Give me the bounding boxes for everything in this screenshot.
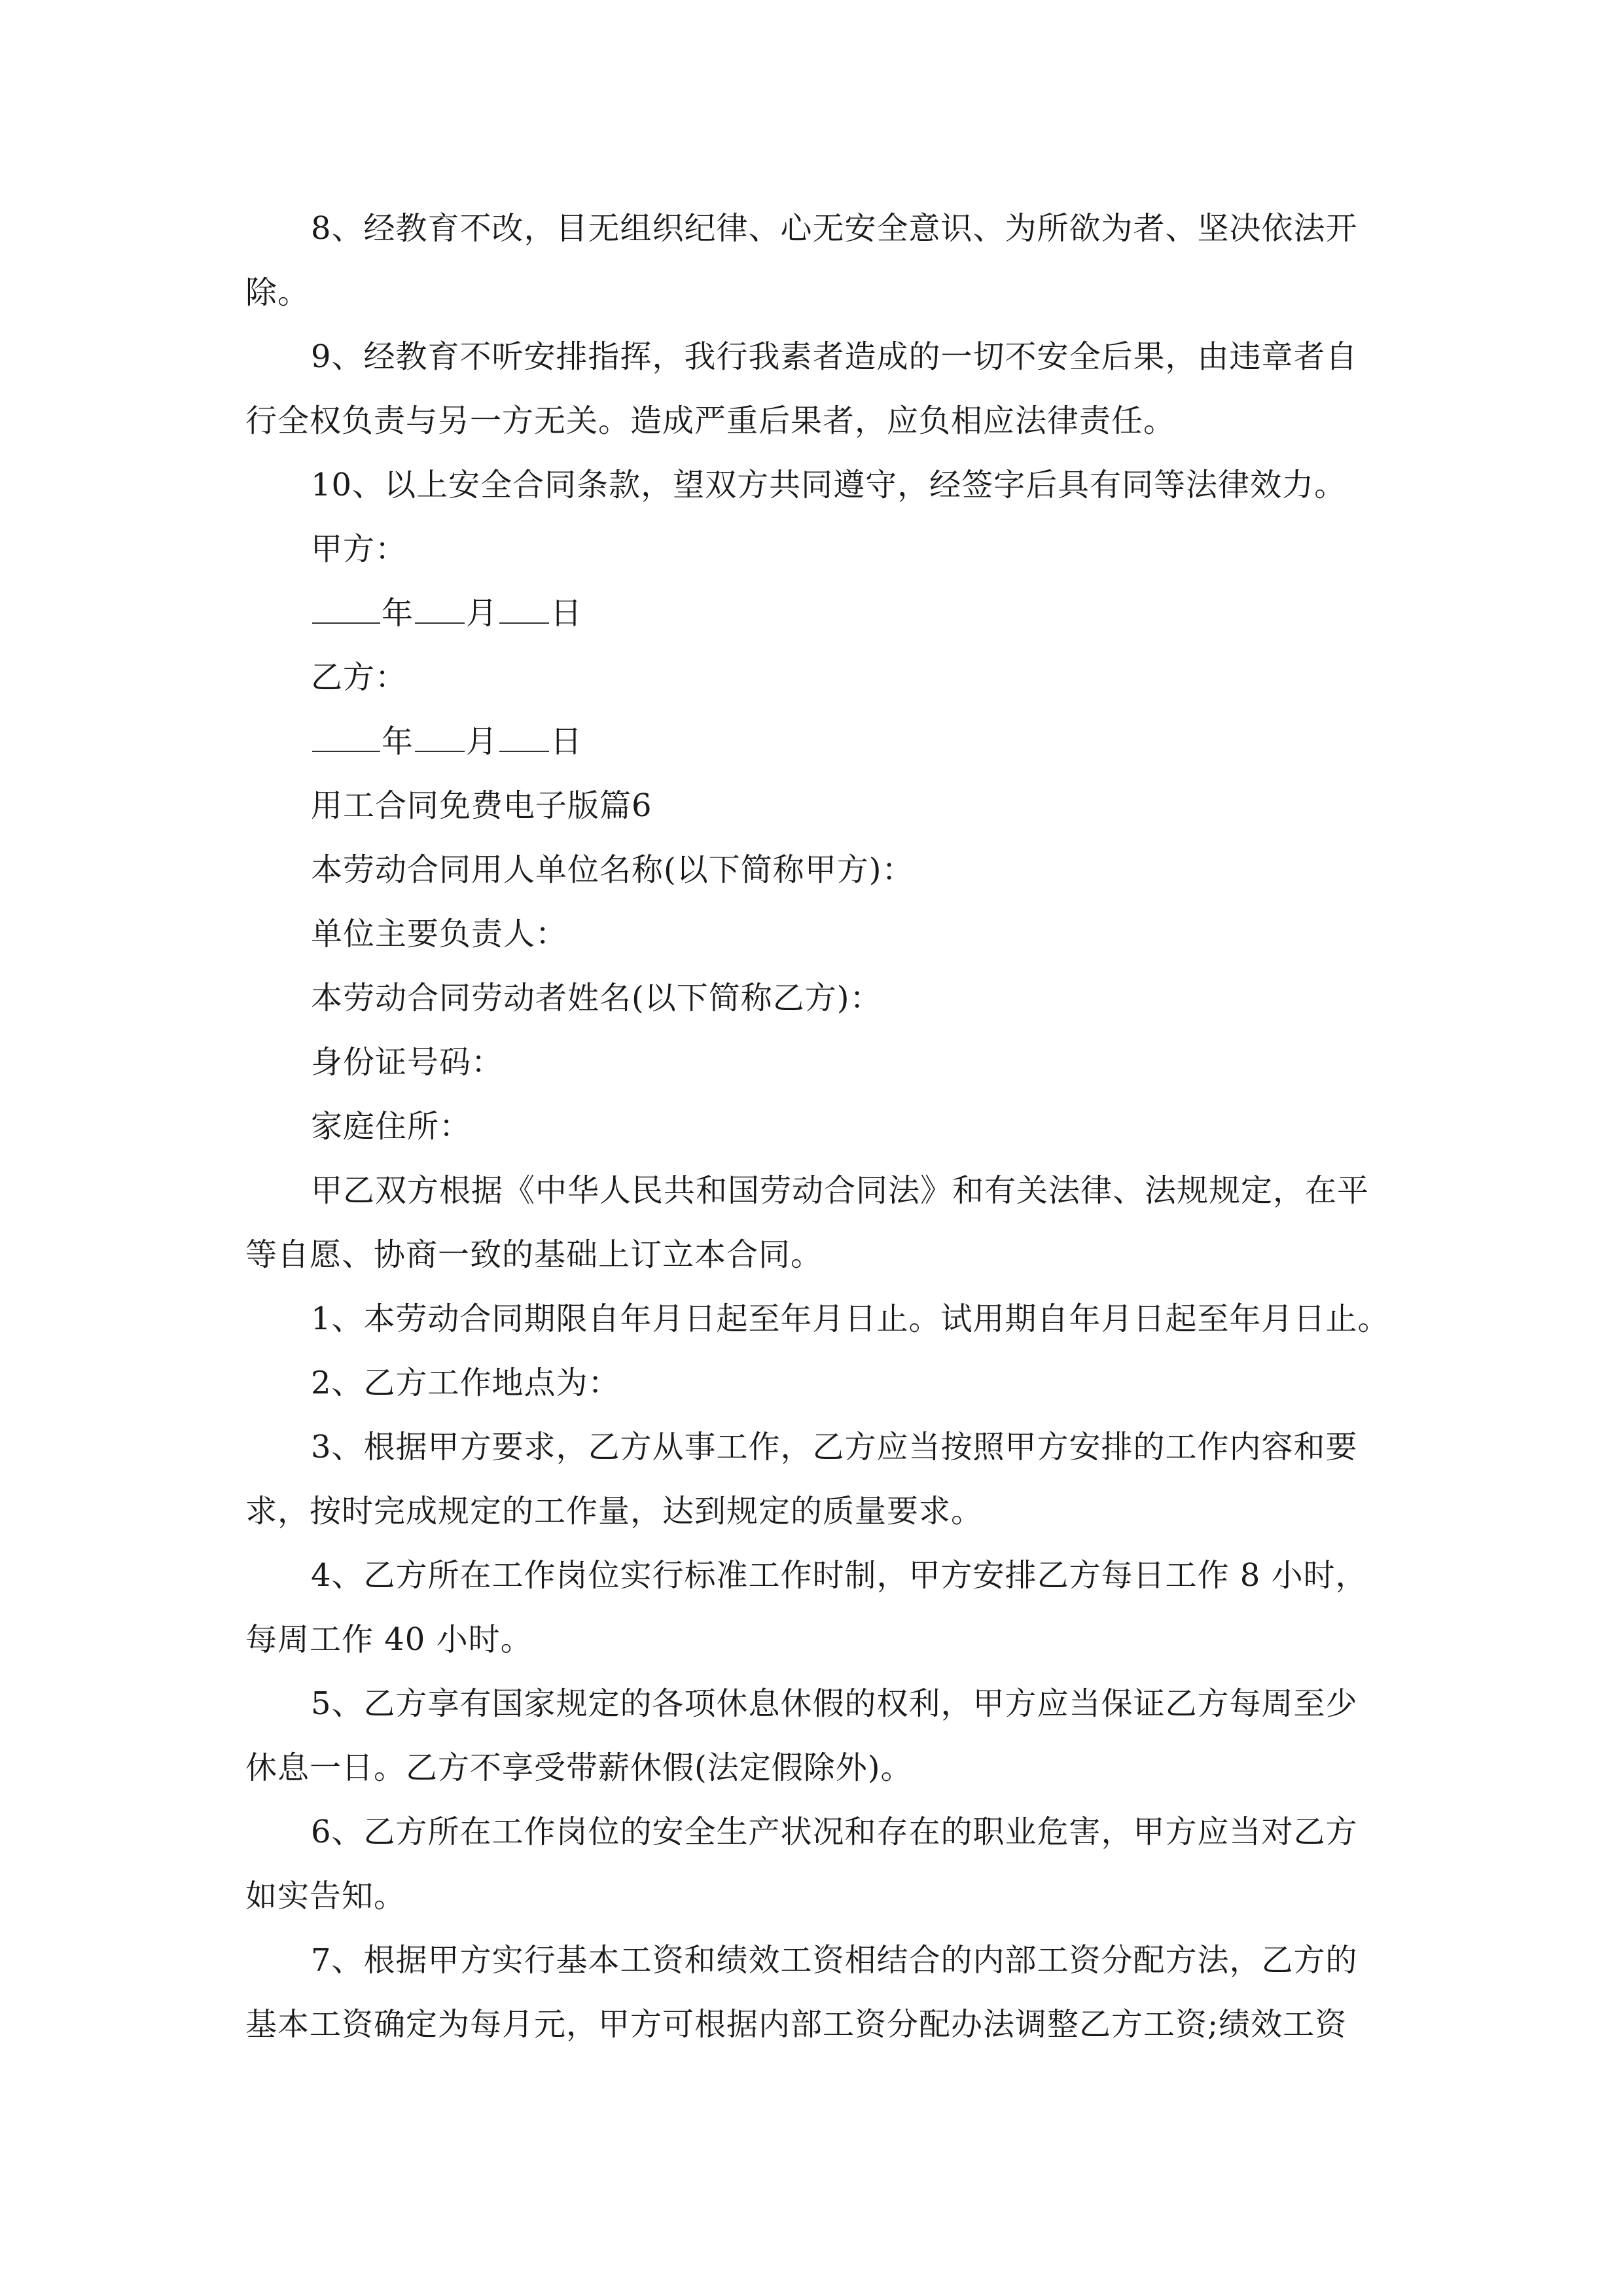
month-label: 月 bbox=[466, 723, 499, 760]
paragraph-line: 8、经教育不改，目无组织纪律、心无安全意识、为所欲为者、坚决依法开 bbox=[311, 210, 1358, 247]
section-title: 用工合同免费电子版篇6 bbox=[311, 787, 652, 824]
paragraph-line: 如实告知。 bbox=[245, 1878, 406, 1914]
paragraph-line: 甲乙双方根据《中华人民共和国劳动合同法》和有关法律、法规规定，在平 bbox=[311, 1172, 1370, 1209]
day-label: 日 bbox=[550, 723, 583, 760]
clause-4: 4、乙方所在工作岗位实行标准工作时制，甲方安排乙方每日工作 8 小时， bbox=[311, 1557, 1368, 1594]
year-label: 年 bbox=[382, 723, 414, 760]
clause-7: 7、根据甲方实行基本工资和绩效工资相结合的内部工资分配方法，乙方的 bbox=[311, 1942, 1358, 1979]
party-b-label: 乙方： bbox=[311, 659, 408, 696]
home-address-field: 家庭住所： bbox=[311, 1108, 472, 1145]
paragraph-line: 基本工资确定为每月元，甲方可根据内部工资分配办法调整乙方工资;绩效工资 bbox=[245, 2006, 1347, 2043]
employer-name-field: 本劳动合同用人单位名称(以下简称甲方)： bbox=[311, 852, 914, 888]
employer-principal-field: 单位主要负责人： bbox=[311, 916, 568, 952]
day-blank bbox=[499, 596, 549, 624]
year-blank bbox=[312, 725, 380, 752]
clause-2: 2、乙方工作地点为： bbox=[311, 1365, 620, 1401]
paragraph-line: 等自愿、协商一致的基础上订立本合同。 bbox=[245, 1236, 823, 1273]
date-line-party-b bbox=[245, 709, 1387, 774]
document-body bbox=[245, 196, 1390, 2056]
paragraph-line: 休息一日。乙方不享受带薪休假(法定假除外)。 bbox=[245, 1749, 913, 1786]
paragraph-line: 除。 bbox=[245, 274, 310, 311]
day-blank bbox=[499, 725, 549, 752]
paragraph-line: 求，按时完成规定的工作量，达到规定的质量要求。 bbox=[245, 1493, 984, 1530]
clause-1: 1、本劳动合同期限自年月日起至年月日止。试用期自年月日起至年月日止。 bbox=[311, 1300, 1390, 1337]
clause-3: 3、根据甲方要求，乙方从事工作，乙方应当按照甲方安排的工作内容和要 bbox=[311, 1429, 1358, 1465]
month-blank bbox=[415, 596, 465, 624]
month-blank bbox=[415, 725, 465, 752]
paragraph-line: 9、经教育不听安排指挥，我行我素者造成的一切不安全后果，由违章者自 bbox=[311, 338, 1358, 375]
year-blank bbox=[312, 596, 380, 624]
id-number-field: 身份证号码： bbox=[311, 1044, 504, 1081]
clause-6: 6、乙方所在工作岗位的安全生产状况和存在的职业危害，甲方应当对乙方 bbox=[311, 1814, 1358, 1850]
clause-5: 5、乙方享有国家规定的各项休息休假的权利，甲方应当保证乙方每周至少 bbox=[311, 1685, 1358, 1722]
paragraph-line: 每周工作 40 小时。 bbox=[245, 1621, 533, 1658]
date-line-party-a bbox=[245, 581, 1387, 645]
employee-name-field: 本劳动合同劳动者姓名(以下简称乙方)： bbox=[311, 980, 882, 1016]
paragraph-line: 10、以上安全合同条款，望双方共同遵守，经签字后具有同等法律效力。 bbox=[311, 467, 1347, 503]
month-label: 月 bbox=[466, 595, 499, 632]
paragraph-line: 行全权负责与另一方无关。造成严重后果者，应负相应法律责任。 bbox=[245, 403, 1176, 439]
year-label: 年 bbox=[382, 595, 414, 632]
day-label: 日 bbox=[550, 595, 583, 632]
party-a-label: 甲方： bbox=[311, 531, 408, 567]
